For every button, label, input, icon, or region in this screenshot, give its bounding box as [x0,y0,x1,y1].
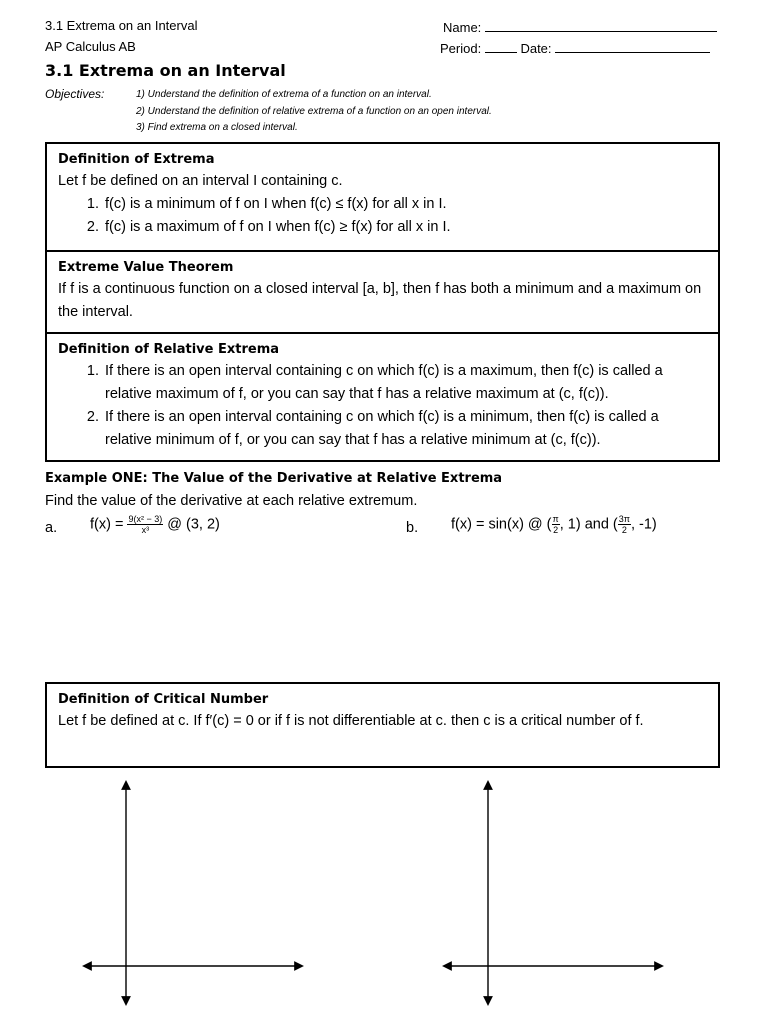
blank-axes-graphs [0,770,768,1024]
definitions-box [45,142,720,462]
example-b-frac2-den: 2 [621,525,627,535]
example-a-numerator: 9(x² − 3) [128,514,163,524]
example-b-frac2-num: 3π [618,514,630,524]
example-b-fraction-2 [618,514,631,535]
example-b-mid: , 1) and ( [559,516,618,533]
relative-min-item: 2. If there is an open interval containing c on which f(c) is a minimum, then f(c) is called a relative minimum of f, or you can say that f has a relative minimum at (c, f(c)). [103,406,707,452]
name-blank[interactable] [485,18,717,32]
extrema-item-min: 1. f(c) is a minimum of f on I when f(c) ≤ f(x) for all x in I. [103,193,707,216]
example-b-end: , -1) [630,516,657,533]
name-row [443,18,717,35]
example-one-instruction: Find the value of the derivative at each relative extremum. [45,493,418,509]
example-b-label: b. [406,520,419,536]
period-blank[interactable] [485,39,517,53]
example-a-fraction [127,514,163,535]
date-label: Date: [520,41,552,56]
evt-title: Extreme Value Theorem [58,260,234,275]
extrema-intro: Let f be defined on an interval I containing c. [58,173,343,189]
date-blank[interactable] [555,39,710,53]
right-axes [444,782,662,1004]
page-title: 3.1 Extrema on an Interval [45,61,286,80]
example-a-label: a. [45,520,58,536]
extrema-section [47,144,718,252]
name-label: Name: [443,20,482,35]
period-label: Period: [440,41,482,56]
objectives-label: Objectives: [45,87,105,101]
relative-max-item: 1. If there is an open interval containing c on which f(c) is a maximum, then f(c) is called a relative maximum of f, or you can say that f has a relative maximum at (c, f(c)). [103,360,707,406]
objective-item: 3) Find extrema on a closed interval. [136,122,298,133]
evt-body: If f is a continuous function on a closed interval [a, b], then f has both a minimum and a maximum on the interval. [58,281,702,320]
critical-number-body: Let f be defined at c. If f′(c) = 0 or if f is not differentiable at c. then c is a critical number of f. [58,713,644,729]
example-a-lhs: f(x) = [90,516,124,533]
example-b-expression [451,514,657,535]
left-axes [84,782,302,1004]
example-one-title: Example ONE: The Value of the Derivative at Relative Extrema [45,471,503,486]
extrema-item-max: 2. f(c) is a maximum of f on I when f(c) ≥ f(x) for all x in I. [103,216,707,239]
example-b-frac1-num: π [552,514,559,524]
critical-number-title: Definition of Critical Number [58,692,269,707]
objective-item: 2) Understand the definition of relative extrema of a function on an open interval. [136,106,492,117]
critical-number-section [47,684,718,766]
header-course: AP Calculus AB [45,39,136,54]
relative-extrema-title: Definition of Relative Extrema [58,342,280,357]
objective-item: 1) Understand the definition of extrema of a function on an interval. [136,89,432,100]
relative-extrema-section [47,334,718,460]
critical-number-box [45,682,720,768]
header-topic: 3.1 Extrema on an Interval [45,18,198,33]
example-a-point: @ (3, 2) [167,516,220,533]
example-b-lhs: f(x) = sin(x) @ ( [451,516,552,533]
example-b-frac1-den: 2 [553,525,559,535]
period-date-row [440,39,710,56]
example-a-denominator: x³ [141,525,150,535]
extrema-title: Definition of Extrema [58,152,215,167]
example-b-fraction-1 [552,514,560,535]
example-a-expression [90,514,220,535]
evt-section [47,252,718,334]
